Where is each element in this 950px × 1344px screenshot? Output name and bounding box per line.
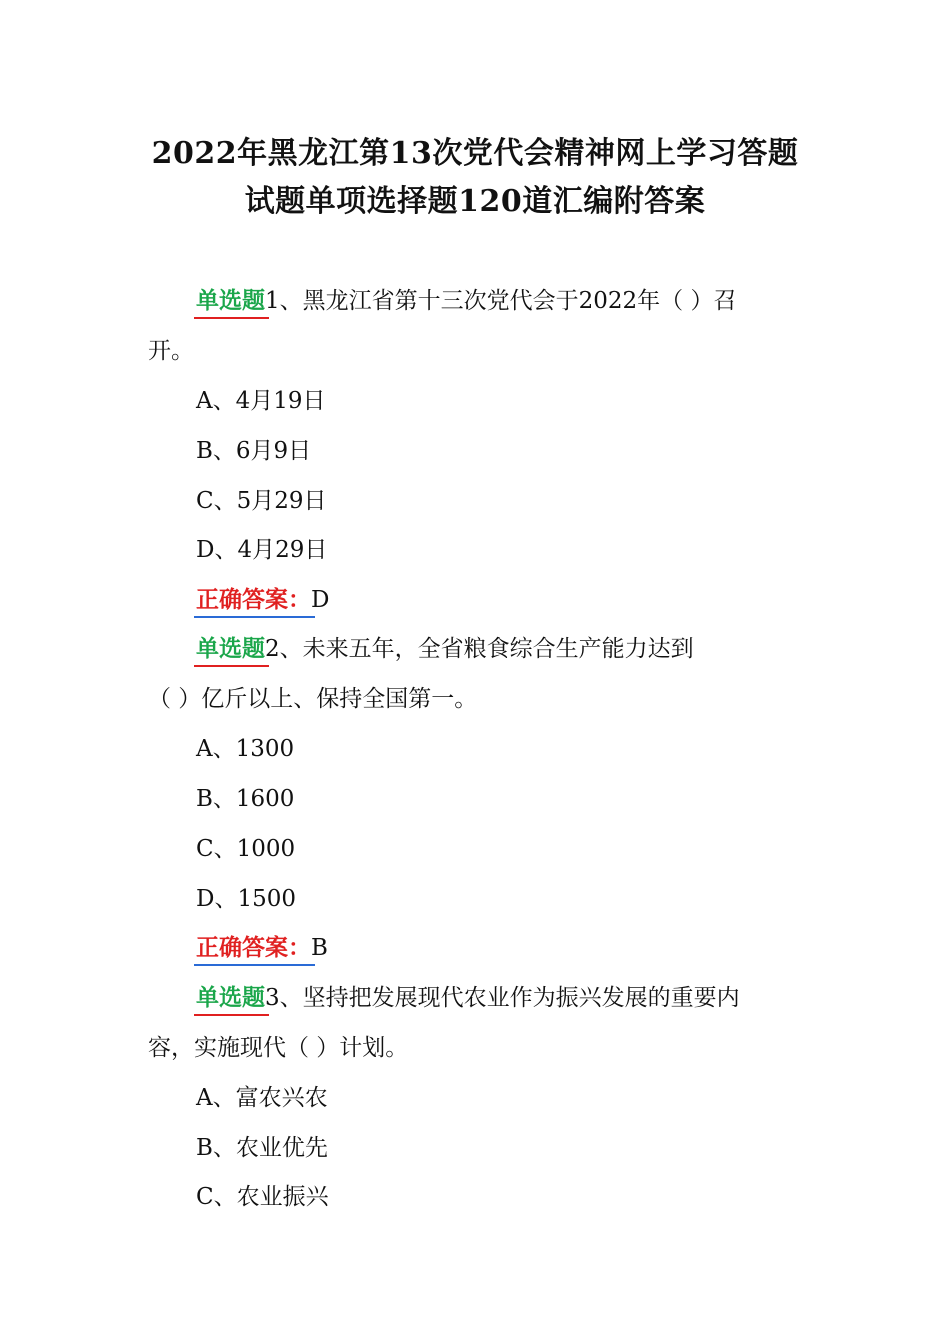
question-2-line-1: [196, 634, 694, 664]
question-2-answer-value: B: [311, 935, 328, 961]
title-line-1: 2022年黑龙江第13次党代会精神网上学习答题: [151, 136, 799, 171]
question-1-answer: [196, 585, 329, 615]
question-1-answer-value: D: [311, 587, 330, 613]
question-3-line-2: 容，实施现代（ ）计划。: [148, 1035, 409, 1061]
question-1-option-a: A、4月19日: [196, 388, 326, 414]
question-3-line-1: [196, 983, 740, 1013]
question-3-text: 3、坚持把发展现代农业作为振兴发展的重要内: [265, 985, 740, 1011]
question-3-option-b: B、农业优先: [196, 1135, 328, 1161]
question-2-answer: [196, 933, 328, 963]
question-1-line-2: 开。: [148, 338, 194, 364]
question-3-option-a: A、富农兴农: [196, 1085, 328, 1111]
question-2-text: 2、未来五年，全省粮食综合生产能力达到: [265, 636, 694, 662]
question-2-option-b: B、1600: [196, 786, 295, 812]
question-2-option-d: D、1500: [196, 886, 296, 912]
answer-tag: 正确答案：: [196, 934, 311, 961]
question-tag: 单选题: [196, 984, 265, 1011]
question-2-option-c: C、1000: [196, 836, 296, 862]
question-1-option-b: B、6月9日: [196, 438, 312, 464]
question-2-option-a: A、1300: [196, 736, 295, 762]
question-tag: 单选题: [196, 287, 265, 314]
question-1-text: 1、黑龙江省第十三次党代会于2022年（ ）召: [265, 288, 737, 314]
question-3-option-c: C、农业振兴: [196, 1184, 329, 1210]
title-line-2: 试题单项选择题120道汇编附答案: [244, 184, 706, 219]
question-1-line-1: [196, 286, 736, 316]
answer-tag: 正确答案：: [196, 586, 311, 613]
document-title: [120, 130, 830, 226]
question-2-line-2: （ ）亿斤以上、保持全国第一。: [148, 686, 478, 712]
question-tag: 单选题: [196, 635, 265, 662]
question-1-option-d: D、4月29日: [196, 537, 328, 563]
question-1-option-c: C、5月29日: [196, 488, 327, 514]
